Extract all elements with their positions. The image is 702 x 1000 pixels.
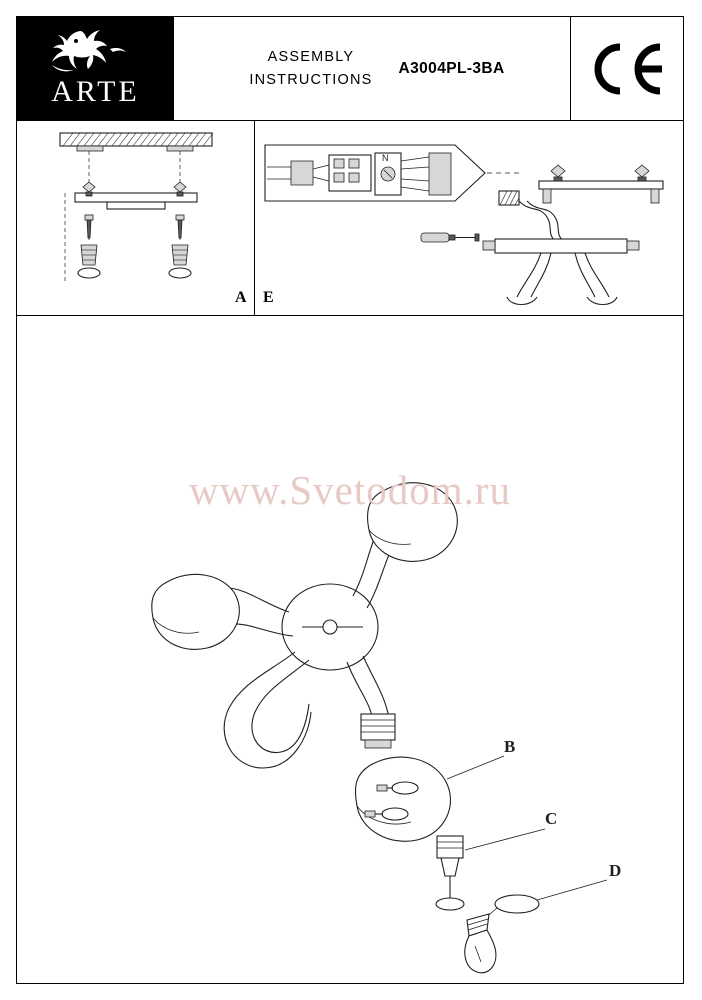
- main-diagram-area: [17, 316, 683, 983]
- callout-label-d: D: [609, 861, 622, 880]
- model-code: A3004PL-3BA: [398, 59, 505, 77]
- svg-text:N: N: [382, 153, 389, 163]
- fixture-exploded-diagram: [17, 316, 683, 983]
- title-block: [174, 17, 570, 120]
- ce-icon: [584, 41, 670, 97]
- panel-e-diagram: [255, 121, 683, 315]
- panel-a-diagram: [17, 121, 255, 315]
- top-panels-row: [17, 121, 683, 316]
- callout-label-b: B: [504, 737, 516, 756]
- title-line-2: INSTRUCTIONS: [249, 71, 373, 88]
- title-line-1: ASSEMBLY: [267, 49, 355, 66]
- panel-step-a: [17, 121, 255, 315]
- brand-logo-block: [17, 17, 174, 120]
- ce-mark-block: [570, 17, 683, 120]
- griffin-logo-icon: [17, 25, 174, 77]
- header: [17, 17, 683, 121]
- step-label-a: A: [235, 289, 247, 306]
- watermark: www.Svetodom.ru: [188, 467, 512, 513]
- panel-step-e: [255, 121, 683, 315]
- brand-name: ARTE: [51, 74, 140, 108]
- step-label-e: E: [263, 289, 274, 306]
- callout-label-c: C: [545, 809, 558, 828]
